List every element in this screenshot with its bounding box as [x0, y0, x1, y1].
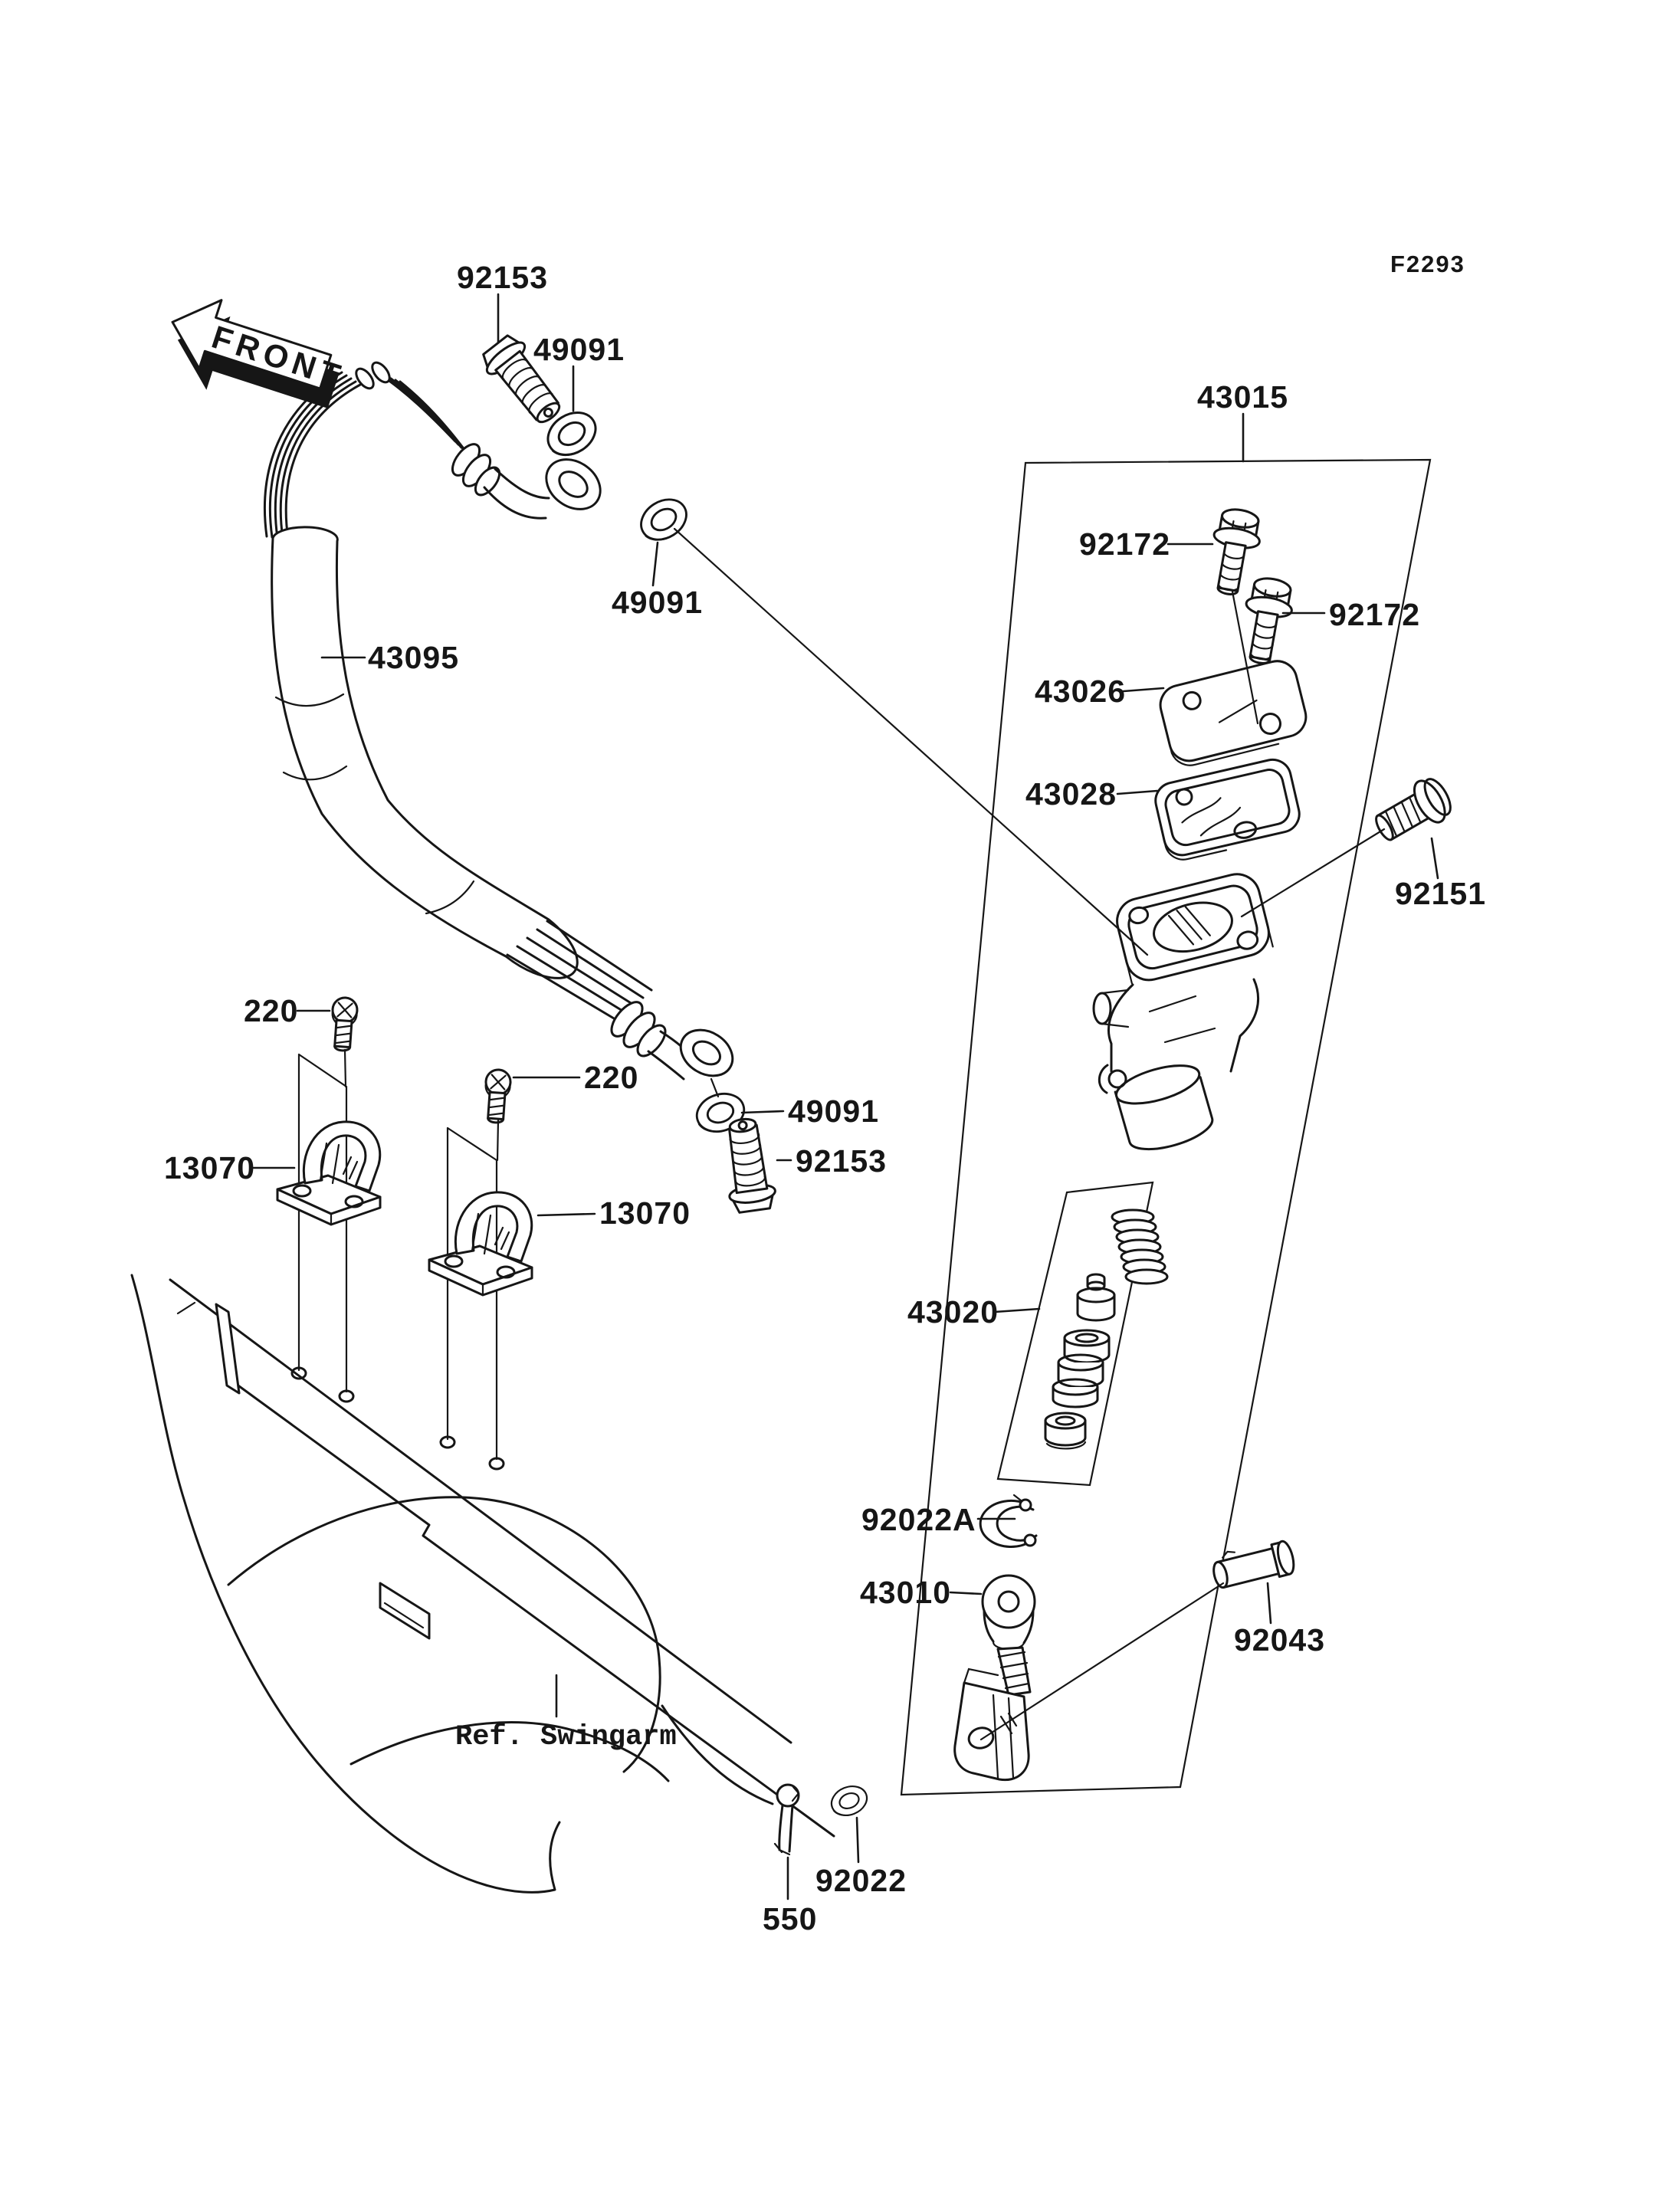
part-label-diaphragm: 43028	[1025, 776, 1117, 812]
cap-bolt-right	[1236, 575, 1296, 667]
front-arrow-label: FRONT	[207, 318, 350, 395]
part-label-screw-right: 220	[584, 1060, 639, 1095]
front-arrow	[156, 288, 355, 427]
part-label-cap-bolt-left: 92172	[1079, 526, 1171, 562]
part-label-master-cylinder-assy: 43015	[1197, 379, 1289, 415]
part-label-banjo-bolt-lower: 92153	[796, 1143, 888, 1179]
part-label-pin-washer: 92022	[815, 1863, 907, 1898]
part-label-cylinder-bolt: 92151	[1395, 876, 1487, 911]
pin-washer	[827, 1781, 871, 1820]
banjo-bolt-lower	[719, 1117, 777, 1214]
part-label-washer-mid: 49091	[612, 585, 704, 620]
part-label-push-rod: 43010	[860, 1575, 952, 1610]
screw-right	[483, 1069, 511, 1123]
part-label-circlip: 92022A	[861, 1502, 976, 1537]
screw-left	[330, 997, 358, 1051]
part-labels	[164, 251, 1486, 1936]
cotter-pin	[775, 1785, 799, 1854]
part-label-reservoir-cap: 43026	[1035, 674, 1127, 709]
part-label-clamp-right: 13070	[599, 1195, 691, 1231]
push-rod	[955, 1576, 1035, 1780]
part-label-cap-bolt-right: 92172	[1329, 597, 1421, 632]
part-label-banjo-bolt-upper: 92153	[457, 260, 549, 295]
part-label-clamp-left: 13070	[164, 1150, 256, 1185]
master-cylinder-body	[1094, 869, 1274, 1156]
swingarm-outline	[132, 1275, 834, 1892]
piston-kit	[1045, 1210, 1167, 1448]
figure-code: F2293	[1390, 251, 1465, 277]
part-label-piston-kit: 43020	[907, 1294, 999, 1330]
diaphragm	[1152, 756, 1304, 864]
part-label-hose-sleeve: 43095	[368, 640, 460, 675]
circlip	[980, 1495, 1036, 1546]
reservoir-cap	[1157, 657, 1311, 769]
washer-mid	[634, 491, 694, 548]
part-label-cotter-pin: 550	[763, 1901, 818, 1936]
clamp-left	[277, 1122, 380, 1225]
part-label-washer-lower: 49091	[788, 1094, 880, 1129]
part-label-screw-left: 220	[244, 993, 299, 1028]
reference-swingarm-label: Ref. Swingarm	[455, 1721, 677, 1753]
part-label-joint-pin: 92043	[1234, 1622, 1326, 1658]
cylinder-bolt	[1368, 772, 1457, 850]
part-label-washer-upper: 49091	[533, 332, 625, 367]
clamp-right	[429, 1192, 532, 1295]
